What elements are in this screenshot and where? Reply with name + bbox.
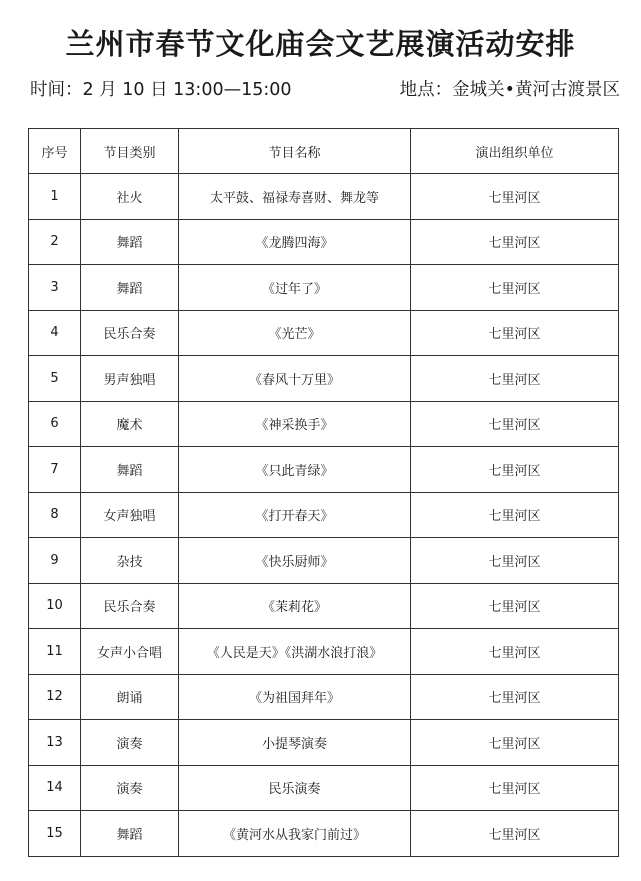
cell-category: 魔术 xyxy=(81,401,179,447)
header-cell-program-name: 节目名称 xyxy=(179,129,411,174)
cell-program-name: 《人民是天》《洪湖水浪打浪》 xyxy=(179,629,411,675)
cell-category: 演奏 xyxy=(81,765,179,811)
cell-number: 7 xyxy=(29,447,81,493)
cell-program-name: 《茉莉花》 xyxy=(179,583,411,629)
cell-organizer: 七里河区 xyxy=(411,674,619,720)
cell-category: 朗诵 xyxy=(81,674,179,720)
cell-category: 男声独唱 xyxy=(81,356,179,402)
table-header-row xyxy=(29,129,619,174)
cell-organizer: 七里河区 xyxy=(411,492,619,538)
cell-category: 舞蹈 xyxy=(81,265,179,311)
cell-organizer: 七里河区 xyxy=(411,720,619,766)
cell-category: 杂技 xyxy=(81,538,179,584)
cell-program-name: 《神采换手》 xyxy=(179,401,411,447)
table-row xyxy=(29,629,619,675)
event-info xyxy=(30,76,620,102)
cell-number: 13 xyxy=(29,720,81,766)
cell-number: 6 xyxy=(29,401,81,447)
table-row xyxy=(29,538,619,584)
cell-organizer: 七里河区 xyxy=(411,310,619,356)
table-row xyxy=(29,583,619,629)
cell-organizer: 七里河区 xyxy=(411,538,619,584)
cell-organizer: 七里河区 xyxy=(411,629,619,675)
table-row xyxy=(29,765,619,811)
program-schedule-table xyxy=(28,128,619,857)
cell-organizer: 七里河区 xyxy=(411,765,619,811)
cell-organizer: 七里河区 xyxy=(411,401,619,447)
cell-program-name: 《为祖国拜年》 xyxy=(179,674,411,720)
cell-category: 社火 xyxy=(81,174,179,220)
cell-category: 舞蹈 xyxy=(81,811,179,857)
cell-program-name: 《黄河水从我家门前过》 xyxy=(179,811,411,857)
cell-program-name: 《只此青绿》 xyxy=(179,447,411,493)
header-cell-organizer: 演出组织单位 xyxy=(411,129,619,174)
cell-number: 14 xyxy=(29,765,81,811)
cell-category: 演奏 xyxy=(81,720,179,766)
table-row xyxy=(29,720,619,766)
cell-organizer: 七里河区 xyxy=(411,811,619,857)
table-row xyxy=(29,674,619,720)
header-cell-number: 序号 xyxy=(29,129,81,174)
cell-number: 10 xyxy=(29,583,81,629)
cell-program-name: 民乐演奏 xyxy=(179,765,411,811)
cell-number: 11 xyxy=(29,629,81,675)
cell-number: 5 xyxy=(29,356,81,402)
cell-organizer: 七里河区 xyxy=(411,174,619,220)
cell-number: 1 xyxy=(29,174,81,220)
cell-number: 3 xyxy=(29,265,81,311)
table-row xyxy=(29,401,619,447)
cell-number: 4 xyxy=(29,310,81,356)
header-cell-category: 节目类别 xyxy=(81,129,179,174)
cell-program-name: 《快乐厨师》 xyxy=(179,538,411,584)
event-time: 时间：2 月 10 日 13:00—15:00 xyxy=(30,80,292,100)
cell-category: 民乐合奏 xyxy=(81,583,179,629)
cell-category: 女声独唱 xyxy=(81,492,179,538)
cell-program-name: 《春风十万里》 xyxy=(179,356,411,402)
cell-number: 9 xyxy=(29,538,81,584)
cell-category: 舞蹈 xyxy=(81,219,179,265)
cell-program-name: 《打开春天》 xyxy=(179,492,411,538)
cell-organizer: 七里河区 xyxy=(411,447,619,493)
event-location: 地点：金城关•黄河古渡景区 xyxy=(399,80,620,100)
cell-program-name: 《过年了》 xyxy=(179,265,411,311)
table-row xyxy=(29,265,619,311)
page-title: 兰州市春节文化庙会文艺展演活动安排 xyxy=(65,27,576,61)
cell-category: 女声小合唱 xyxy=(81,629,179,675)
table-row xyxy=(29,492,619,538)
cell-program-name: 《龙腾四海》 xyxy=(179,219,411,265)
cell-program-name: 太平鼓、福禄寿喜财、舞龙等 xyxy=(179,174,411,220)
cell-program-name: 小提琴演奏 xyxy=(179,720,411,766)
cell-category: 舞蹈 xyxy=(81,447,179,493)
cell-number: 8 xyxy=(29,492,81,538)
cell-organizer: 七里河区 xyxy=(411,265,619,311)
table-row xyxy=(29,811,619,857)
cell-program-name: 《光芒》 xyxy=(179,310,411,356)
cell-number: 12 xyxy=(29,674,81,720)
table-row xyxy=(29,356,619,402)
table-row xyxy=(29,174,619,220)
table-row xyxy=(29,310,619,356)
cell-organizer: 七里河区 xyxy=(411,583,619,629)
table-row xyxy=(29,219,619,265)
cell-organizer: 七里河区 xyxy=(411,356,619,402)
cell-organizer: 七里河区 xyxy=(411,219,619,265)
cell-number: 15 xyxy=(29,811,81,857)
cell-number: 2 xyxy=(29,219,81,265)
cell-category: 民乐合奏 xyxy=(81,310,179,356)
table-row xyxy=(29,447,619,493)
